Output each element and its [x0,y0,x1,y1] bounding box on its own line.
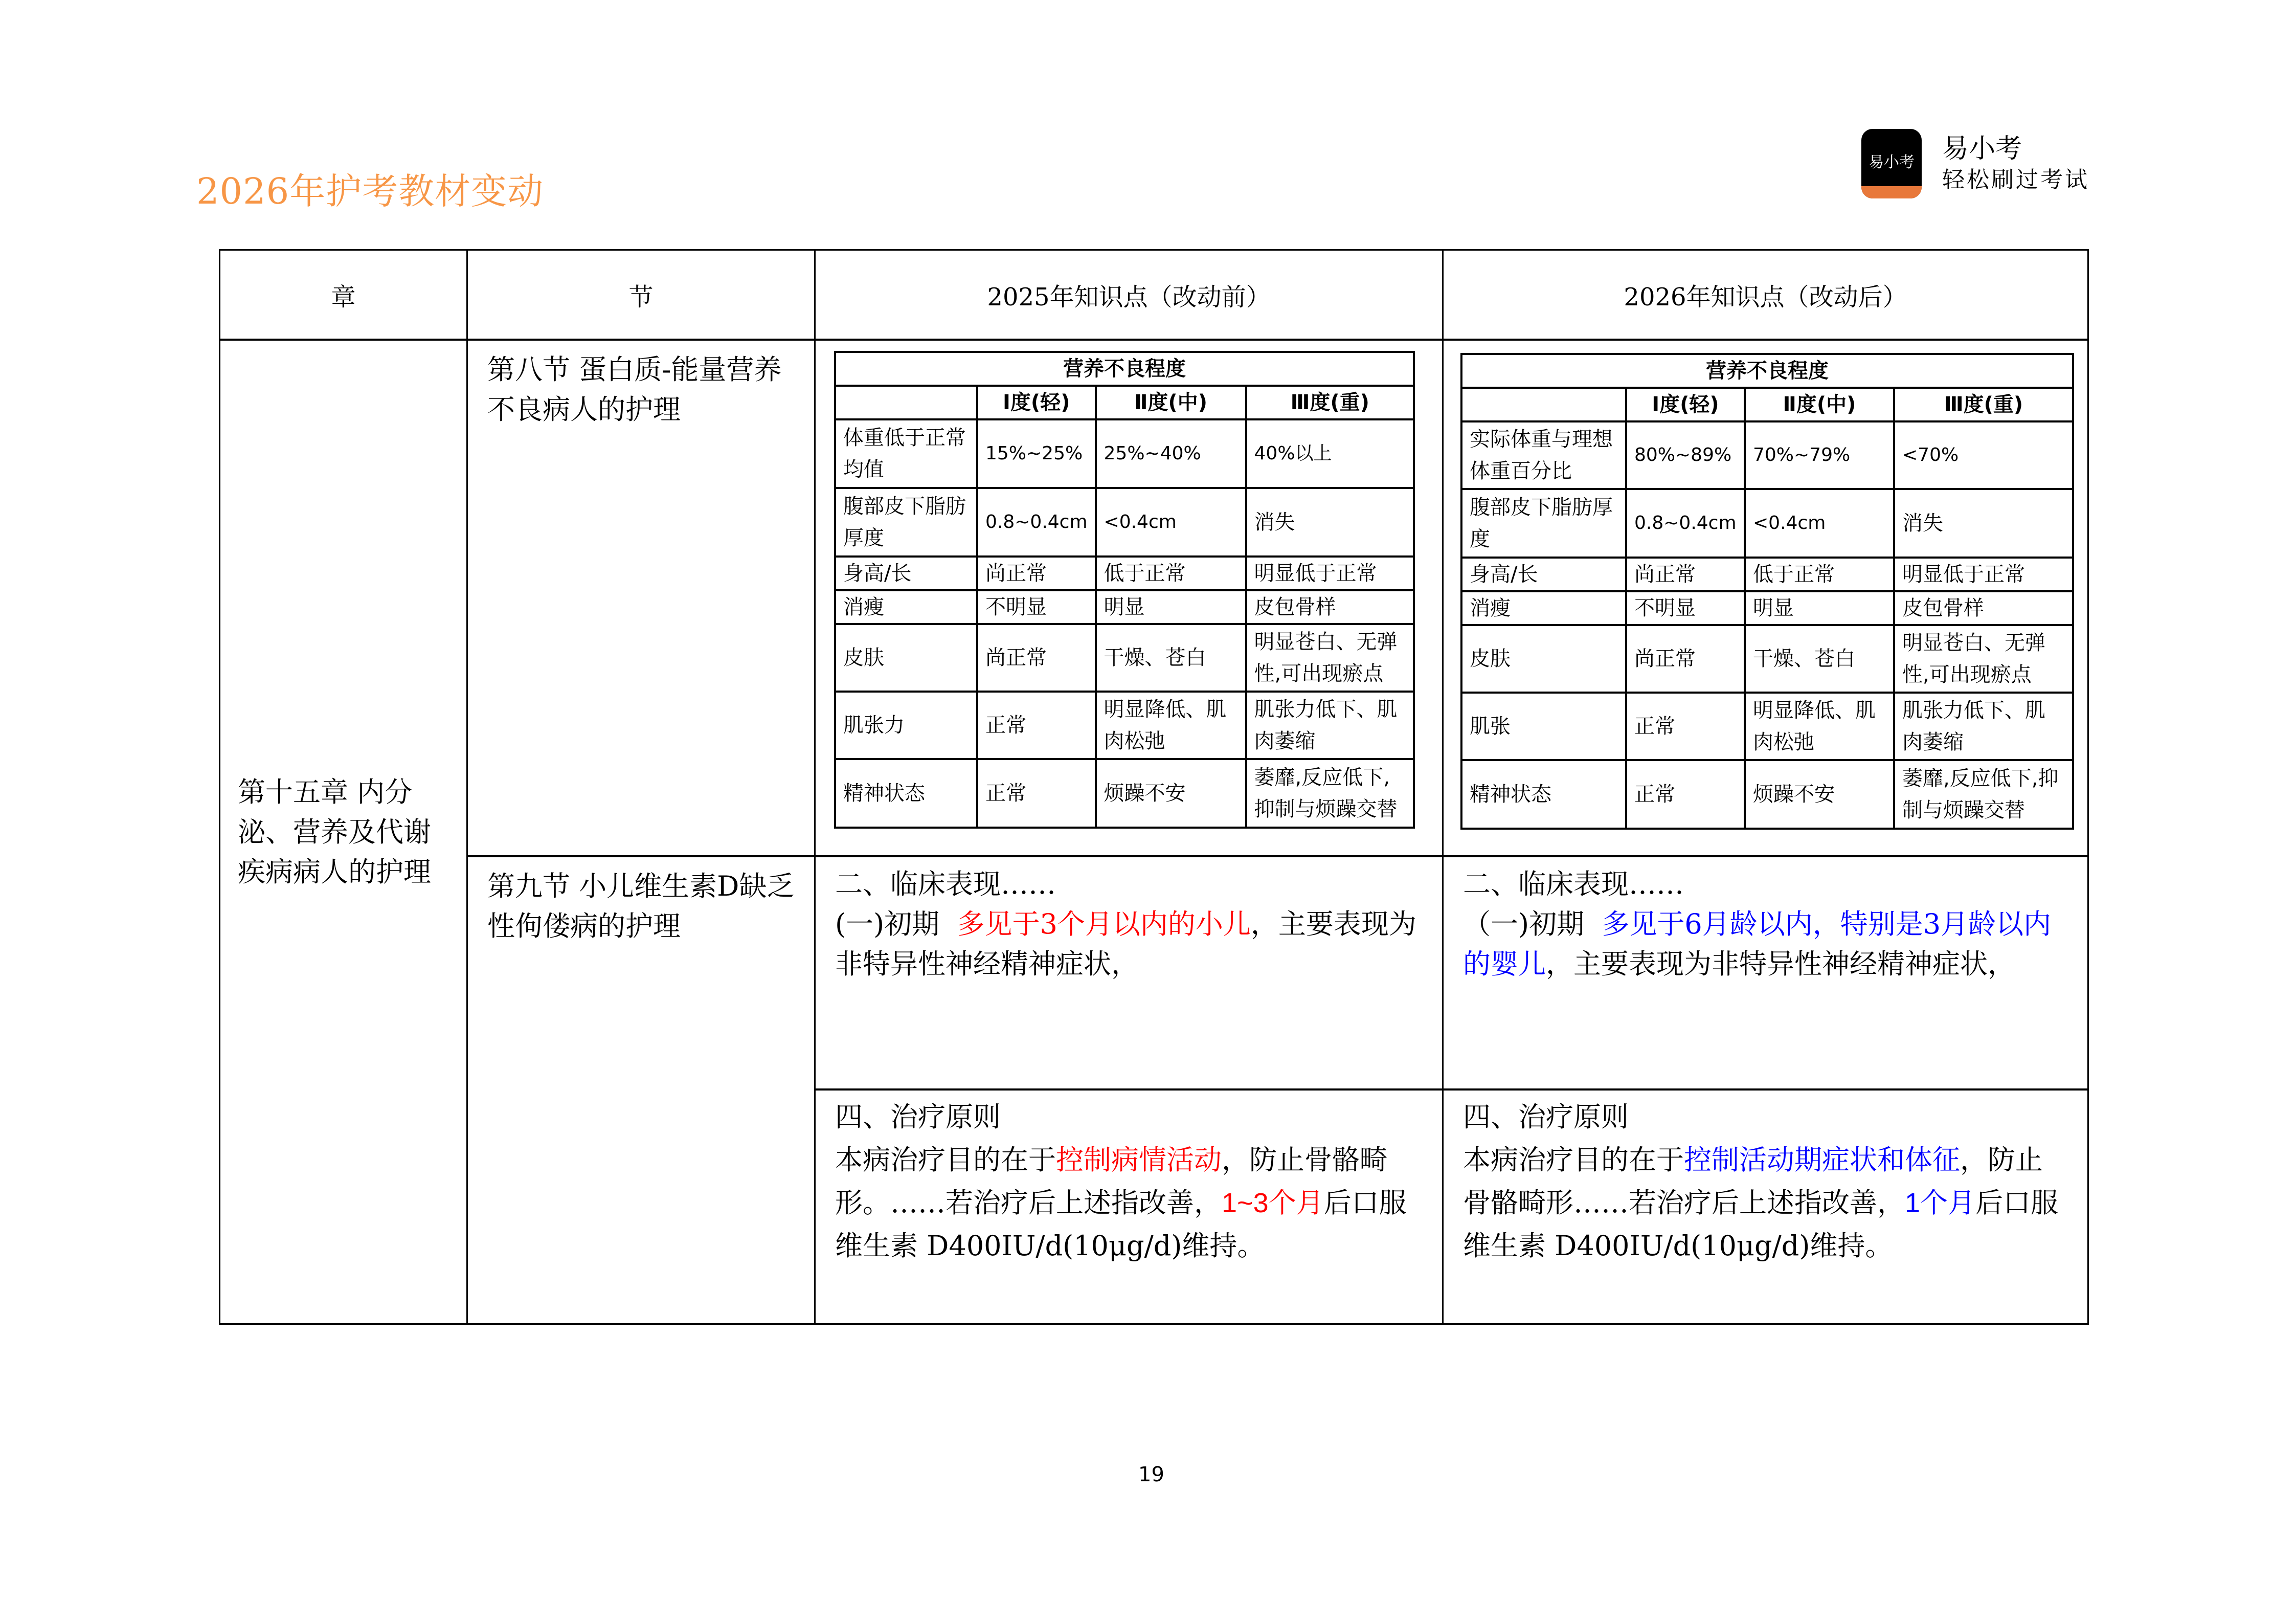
cell-value: 低于正常 [1745,558,1894,591]
cell-value: 肌张力低下、肌肉萎缩 [1246,692,1414,759]
cell-value: 正常 [977,759,1096,828]
row-label: 精神状态 [835,759,977,828]
cell-value: 不明显 [977,590,1096,624]
cell-value: 消失 [1894,489,2073,558]
text-segment: 本病治疗目的在于 [835,1144,1056,1176]
row-label: 肌张 [1461,693,1626,760]
table-row [835,419,1414,488]
clinical-text [835,904,1423,984]
cell-value: 尚正常 [1626,625,1745,693]
malnutrition-table-before [834,351,1415,829]
cell-value: 尚正常 [1626,558,1745,591]
changed-text: 多见于6月龄以内，特别是3月龄以内的婴儿 [1463,908,2052,980]
row-label: 皮肤 [1461,625,1626,693]
cell-value: 15%~25% [977,419,1096,488]
cell-value: 80%~89% [1626,421,1745,489]
clinical-heading: 二、临床表现…… [1463,868,1684,900]
cell-value: 萎靡,反应低下,抑制与烦躁交替 [1246,759,1414,828]
cell-value: 40%以上 [1246,419,1414,488]
table-row [1461,591,2073,625]
column-header: Ⅱ度(中) [1745,388,1894,421]
text-segment: 本病治疗目的在于 [1463,1144,1684,1176]
table-title: 营养不良程度 [835,352,1414,386]
brand-name: 易小考 [1942,134,2022,164]
cell-value: 干燥、苍白 [1745,625,1894,693]
table-row [1461,421,2073,489]
header-section: 节 [628,282,654,312]
column-header: Ⅲ度(重) [1246,386,1414,419]
section-8-name: 第八节 蛋白质-能量营养不良病人的护理 [487,353,782,426]
cell-value: 明显 [1096,590,1246,624]
column-header [835,386,977,419]
changed-text: 多见于3个月以内的小儿 [957,908,1251,940]
table-row [835,557,1414,590]
row-label: 实际体重与理想体重百分比 [1461,421,1626,489]
cell-value: 明显降低、肌肉松弛 [1745,693,1894,760]
row-label: 身高/长 [835,557,977,590]
row-label: 消瘦 [835,590,977,624]
table-row [1461,625,2073,693]
chapter-cell [220,341,466,1323]
treatment-before-cell [816,1091,1442,1323]
row-label: 消瘦 [1461,591,1626,625]
clinical-heading: 二、临床表现…… [835,868,1056,900]
cell-value: 明显降低、肌肉松弛 [1096,692,1246,759]
comparison-table [219,249,2089,1325]
section-9-name: 第九节 小儿维生素D缺乏性佝偻病的护理 [487,870,795,942]
logo-stripe [1861,186,1922,198]
treatment-text [835,1139,1423,1267]
cell-value: 尚正常 [977,557,1096,590]
text-segment: ，防止骨骼畸形……若治疗后上述指改善， [1463,1144,2043,1219]
column-header: Ⅱ度(中) [1096,386,1246,419]
cell-value: 0.8~0.4cm [1626,489,1745,558]
header-after: 2026年知识点（改动后） [1624,282,1907,312]
row-label: 体重低于正常均值 [835,419,977,488]
row-label: 身高/长 [1461,558,1626,591]
row-label: 肌张力 [835,692,977,759]
brand-block [1861,129,2089,198]
page-title: 2026年护考教材变动 [196,170,544,212]
cell-value: 明显低于正常 [1246,557,1414,590]
column-header [1461,388,1626,421]
treatment-text [1463,1139,2068,1267]
row-label: 精神状态 [1461,760,1626,829]
column-header: Ⅲ度(重) [1894,388,2073,421]
cell-value: 0.8~0.4cm [977,488,1096,557]
table-row [1461,693,2073,760]
cell-value: 皮包骨样 [1894,591,2073,625]
cell-value: 明显苍白、无弹性,可出现瘀点 [1894,625,2073,693]
cell-value: 不明显 [1626,591,1745,625]
row-label: 皮肤 [835,624,977,692]
changed-text: 控制活动期症状和体征 [1684,1144,1960,1176]
cell-value: 肌张力低下、肌肉萎缩 [1894,693,2073,760]
text-segment: 后口服维生素 D400IU/d(10μg/d)维持。 [835,1187,1407,1262]
brand-slogan: 轻松刷过考试 [1942,167,2089,193]
cell-value: 明显 [1745,591,1894,625]
cell-value: <0.4cm [1745,489,1894,558]
table-title: 营养不良程度 [1461,354,2073,388]
text-segment: (一)初期 [835,908,957,940]
header-chapter: 章 [331,282,356,312]
changed-text: 控制病情活动 [1056,1144,1222,1176]
section-9-cell [468,857,814,1323]
header-before: 2025年知识点（改动前） [987,282,1271,312]
treatment-heading: 四、治疗原则 [1463,1101,1629,1133]
cell-value: 正常 [977,692,1096,759]
changed-text: 1个月 [1905,1188,1976,1218]
malnutrition-table-after [1460,353,2074,830]
cell-value: 正常 [1626,760,1745,829]
row-label: 腹部皮下脂肪厚度 [835,488,977,557]
cell-value: 烦躁不安 [1745,760,1894,829]
treatment-heading: 四、治疗原则 [835,1101,1001,1133]
text-segment: ，主要表现为非特异性神经精神症状， [1546,948,2015,980]
clinical-before-cell [816,857,1442,1088]
cell-value: 消失 [1246,488,1414,557]
cell-value: <70% [1894,421,2073,489]
table-row [1461,489,2073,558]
cell-value: 干燥、苍白 [1096,624,1246,692]
chapter-name: 第十五章 内分泌、营养及代谢疾病病人的护理 [238,775,431,888]
column-header: Ⅰ度(轻) [977,386,1096,419]
cell-value: <0.4cm [1096,488,1246,557]
column-header: Ⅰ度(轻) [1626,388,1745,421]
table-row [835,624,1414,692]
cell-value: 明显低于正常 [1894,558,2073,591]
table-row [835,759,1414,828]
cell-value: 70%~79% [1745,421,1894,489]
text-segment: （一)初期 [1463,908,1602,940]
page-number: 19 [1138,1463,1164,1486]
cell-value: 烦躁不安 [1096,759,1246,828]
cell-value: 低于正常 [1096,557,1246,590]
cell-value: 25%~40% [1096,419,1246,488]
cell-value: 尚正常 [977,624,1096,692]
treatment-after-cell [1444,1091,2087,1323]
brand-text [1942,132,2089,195]
text-segment: ，主要表现为非特异性神经精神症状， [835,908,1416,980]
section-8-cell [468,341,814,855]
brand-logo-icon [1861,129,1922,198]
clinical-after-cell [1444,857,2087,1088]
cell-value: 正常 [1626,693,1745,760]
table-row [835,590,1414,624]
text-segment: ，防止骨骼畸形。……若治疗后上述指改善， [835,1144,1387,1219]
table-row [1461,760,2073,829]
table-row [835,692,1414,759]
table-row [1461,558,2073,591]
row-label: 腹部皮下脂肪厚度 [1461,489,1626,558]
table-row [835,488,1414,557]
clinical-text [1463,904,2068,984]
cell-value: 萎靡,反应低下,抑制与烦躁交替 [1894,760,2073,829]
cell-value: 明显苍白、无弹性,可出现瘀点 [1246,624,1414,692]
logo-text: 易小考 [1869,153,1915,171]
cell-value: 皮包骨样 [1246,590,1414,624]
changed-text: 1~3个月 [1222,1188,1324,1218]
text-segment: 后口服维生素 D400IU/d(10μg/d)维持。 [1463,1187,2059,1262]
